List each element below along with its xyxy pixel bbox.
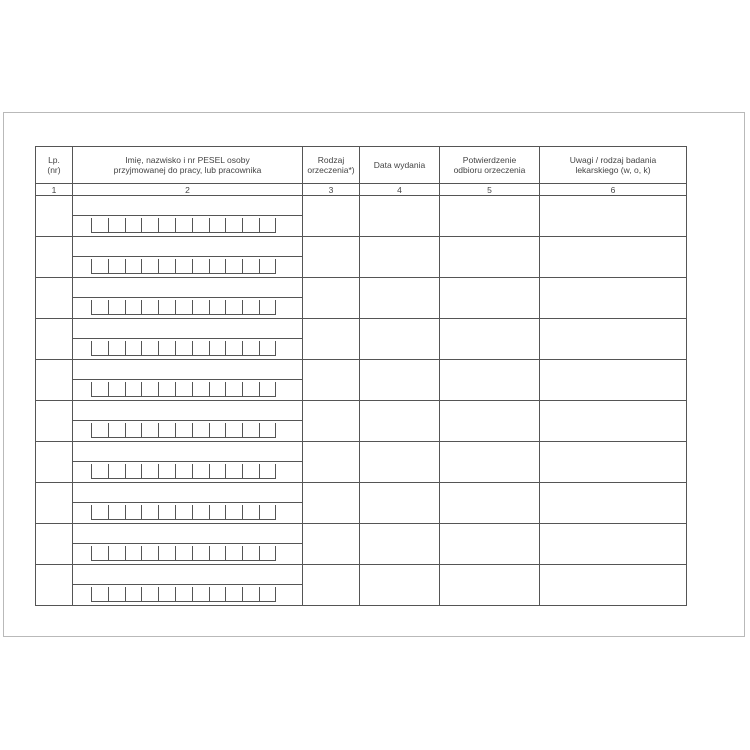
lp-cell[interactable]	[36, 360, 73, 401]
pesel-digit-box[interactable]	[108, 546, 125, 560]
pesel-field[interactable]	[91, 587, 276, 602]
name-pesel-cell[interactable]	[73, 360, 303, 401]
confirm-cell[interactable]	[440, 360, 540, 401]
pesel-digit-box[interactable]	[192, 505, 209, 519]
pesel-digit-box[interactable]	[125, 300, 142, 314]
entry-rows	[36, 196, 687, 606]
pesel-digit-box[interactable]	[108, 464, 125, 478]
pesel-digit-box[interactable]	[125, 259, 142, 273]
register-table	[35, 146, 687, 606]
confirm-cell[interactable]	[440, 237, 540, 278]
pesel-digit-box[interactable]	[242, 382, 259, 396]
pesel-digit-box[interactable]	[242, 587, 259, 601]
notes-cell[interactable]	[540, 278, 687, 319]
name-pesel-cell[interactable]	[73, 319, 303, 360]
notes-cell[interactable]	[540, 319, 687, 360]
name-pesel-cell[interactable]	[73, 565, 303, 606]
table-row	[36, 442, 687, 483]
pesel-area	[73, 585, 302, 605]
pesel-digit-box[interactable]	[192, 218, 209, 232]
date-cell[interactable]	[360, 196, 440, 237]
confirm-cell[interactable]	[440, 196, 540, 237]
pesel-field[interactable]	[91, 546, 276, 561]
header-type	[303, 147, 360, 184]
date-cell[interactable]	[360, 524, 440, 565]
lp-cell[interactable]	[36, 565, 73, 606]
pesel-digit-box[interactable]	[108, 218, 125, 232]
pesel-digit-box[interactable]	[192, 341, 209, 355]
pesel-digit-box[interactable]	[175, 341, 192, 355]
pesel-digit-box[interactable]	[225, 464, 242, 478]
date-cell[interactable]	[360, 360, 440, 401]
pesel-digit-box[interactable]	[242, 259, 259, 273]
pesel-digit-box[interactable]	[108, 587, 125, 601]
pesel-digit-box[interactable]	[259, 423, 276, 437]
pesel-digit-box[interactable]	[141, 546, 158, 560]
column-number-row	[36, 184, 687, 196]
pesel-area	[73, 257, 302, 277]
header-date-text: Data wydania	[373, 160, 426, 170]
lp-cell[interactable]	[36, 319, 73, 360]
pesel-digit-box[interactable]	[259, 546, 276, 560]
pesel-field[interactable]	[91, 423, 276, 438]
pesel-digit-box[interactable]	[108, 341, 125, 355]
pesel-digit-box[interactable]	[108, 505, 125, 519]
pesel-digit-box[interactable]	[192, 423, 209, 437]
lp-cell[interactable]	[36, 401, 73, 442]
name-pesel-cell[interactable]	[73, 196, 303, 237]
header-notes	[540, 147, 687, 184]
pesel-digit-box[interactable]	[209, 382, 226, 396]
pesel-digit-box[interactable]	[175, 505, 192, 519]
table-row	[36, 401, 687, 442]
confirm-cell[interactable]	[440, 401, 540, 442]
type-cell[interactable]	[303, 442, 360, 483]
pesel-digit-box[interactable]	[192, 382, 209, 396]
pesel-digit-box[interactable]	[141, 382, 158, 396]
date-cell[interactable]	[360, 483, 440, 524]
pesel-area	[73, 503, 302, 523]
pesel-area	[73, 339, 302, 359]
pesel-digit-box[interactable]	[91, 587, 108, 601]
lp-cell[interactable]	[36, 278, 73, 319]
pesel-digit-box[interactable]	[91, 218, 108, 232]
name-field[interactable]	[73, 565, 302, 585]
pesel-digit-box[interactable]	[175, 546, 192, 560]
header-name	[73, 147, 303, 184]
table-row	[36, 196, 687, 237]
pesel-digit-box[interactable]	[175, 382, 192, 396]
pesel-digit-box[interactable]	[158, 546, 175, 560]
header-type-text: Rodzaj orzeczenia*)	[307, 155, 355, 175]
pesel-digit-box[interactable]	[225, 587, 242, 601]
pesel-digit-box[interactable]	[158, 587, 175, 601]
column-number: 2	[73, 184, 303, 196]
pesel-digit-box[interactable]	[125, 587, 142, 601]
type-cell[interactable]	[303, 483, 360, 524]
pesel-digit-box[interactable]	[259, 505, 276, 519]
name-field[interactable]	[73, 360, 302, 380]
pesel-digit-box[interactable]	[91, 464, 108, 478]
pesel-digit-box[interactable]	[259, 259, 276, 273]
pesel-digit-box[interactable]	[91, 423, 108, 437]
pesel-digit-box[interactable]	[125, 505, 142, 519]
pesel-digit-box[interactable]	[91, 300, 108, 314]
name-pesel-cell[interactable]	[73, 237, 303, 278]
column-number: 3	[303, 184, 360, 196]
pesel-digit-box[interactable]	[91, 382, 108, 396]
date-cell[interactable]	[360, 237, 440, 278]
pesel-digit-box[interactable]	[225, 423, 242, 437]
pesel-digit-box[interactable]	[125, 464, 142, 478]
pesel-digit-box[interactable]	[91, 505, 108, 519]
date-cell[interactable]	[360, 319, 440, 360]
pesel-digit-box[interactable]	[108, 423, 125, 437]
pesel-digit-box[interactable]	[259, 218, 276, 232]
pesel-field[interactable]	[91, 505, 276, 520]
pesel-digit-box[interactable]	[209, 546, 226, 560]
name-pesel-cell[interactable]	[73, 278, 303, 319]
name-field[interactable]	[73, 401, 302, 421]
pesel-digit-box[interactable]	[158, 341, 175, 355]
pesel-digit-box[interactable]	[141, 341, 158, 355]
notes-cell[interactable]	[540, 237, 687, 278]
pesel-digit-box[interactable]	[242, 300, 259, 314]
pesel-field[interactable]	[91, 382, 276, 397]
pesel-digit-box[interactable]	[225, 259, 242, 273]
header-confirm-text: Potwierdzenie odbioru orzeczenia	[453, 155, 526, 175]
date-cell[interactable]	[360, 278, 440, 319]
column-number: 6	[540, 184, 687, 196]
pesel-digit-box[interactable]	[108, 300, 125, 314]
pesel-digit-box[interactable]	[91, 341, 108, 355]
pesel-field[interactable]	[91, 259, 276, 274]
notes-cell[interactable]	[540, 483, 687, 524]
pesel-digit-box[interactable]	[91, 259, 108, 273]
pesel-digit-box[interactable]	[141, 505, 158, 519]
type-cell[interactable]	[303, 319, 360, 360]
header-notes-text: Uwagi / rodzaj badania lekarskiego (w, o, k)	[569, 155, 657, 175]
pesel-digit-box[interactable]	[125, 546, 142, 560]
name-pesel-cell[interactable]	[73, 524, 303, 565]
confirm-cell[interactable]	[440, 524, 540, 565]
pesel-area	[73, 380, 302, 400]
pesel-digit-box[interactable]	[91, 546, 108, 560]
pesel-digit-box[interactable]	[141, 587, 158, 601]
header-date	[360, 147, 440, 184]
pesel-digit-box[interactable]	[192, 300, 209, 314]
confirm-cell[interactable]	[440, 278, 540, 319]
pesel-digit-box[interactable]	[209, 505, 226, 519]
pesel-field[interactable]	[91, 464, 276, 479]
type-cell[interactable]	[303, 237, 360, 278]
table-row	[36, 319, 687, 360]
pesel-area	[73, 298, 302, 318]
table-row	[36, 524, 687, 565]
pesel-digit-box[interactable]	[158, 218, 175, 232]
lp-cell[interactable]	[36, 196, 73, 237]
name-pesel-cell[interactable]	[73, 442, 303, 483]
pesel-digit-box[interactable]	[192, 587, 209, 601]
pesel-digit-box[interactable]	[242, 218, 259, 232]
confirm-cell[interactable]	[440, 565, 540, 606]
pesel-digit-box[interactable]	[209, 341, 226, 355]
lp-cell[interactable]	[36, 237, 73, 278]
pesel-digit-box[interactable]	[108, 259, 125, 273]
pesel-digit-box[interactable]	[175, 423, 192, 437]
pesel-digit-box[interactable]	[158, 505, 175, 519]
notes-cell[interactable]	[540, 196, 687, 237]
pesel-digit-box[interactable]	[242, 341, 259, 355]
table-row	[36, 278, 687, 319]
confirm-cell[interactable]	[440, 319, 540, 360]
date-cell[interactable]	[360, 401, 440, 442]
type-cell[interactable]	[303, 196, 360, 237]
pesel-digit-box[interactable]	[125, 218, 142, 232]
header-lp-text: Lp. (nr)	[47, 155, 61, 175]
date-cell[interactable]	[360, 442, 440, 483]
pesel-area	[73, 462, 302, 482]
pesel-digit-box[interactable]	[175, 300, 192, 314]
type-cell[interactable]	[303, 524, 360, 565]
lp-cell[interactable]	[36, 483, 73, 524]
name-pesel-cell[interactable]	[73, 401, 303, 442]
pesel-field[interactable]	[91, 218, 276, 233]
lp-cell[interactable]	[36, 524, 73, 565]
pesel-digit-box[interactable]	[158, 300, 175, 314]
pesel-digit-box[interactable]	[158, 259, 175, 273]
name-pesel-cell[interactable]	[73, 483, 303, 524]
pesel-digit-box[interactable]	[175, 464, 192, 478]
name-field[interactable]	[73, 483, 302, 503]
pesel-area	[73, 216, 302, 236]
header-confirm	[440, 147, 540, 184]
pesel-digit-box[interactable]	[225, 300, 242, 314]
pesel-digit-box[interactable]	[225, 341, 242, 355]
pesel-digit-box[interactable]	[141, 423, 158, 437]
pesel-digit-box[interactable]	[158, 423, 175, 437]
column-number: 1	[36, 184, 73, 196]
pesel-digit-box[interactable]	[158, 382, 175, 396]
name-field[interactable]	[73, 237, 302, 257]
column-number: 5	[440, 184, 540, 196]
notes-cell[interactable]	[540, 565, 687, 606]
notes-cell[interactable]	[540, 442, 687, 483]
pesel-digit-box[interactable]	[225, 218, 242, 232]
pesel-digit-box[interactable]	[209, 259, 226, 273]
pesel-field[interactable]	[91, 341, 276, 356]
type-cell[interactable]	[303, 401, 360, 442]
pesel-digit-box[interactable]	[175, 587, 192, 601]
pesel-digit-box[interactable]	[259, 382, 276, 396]
pesel-digit-box[interactable]	[141, 259, 158, 273]
pesel-digit-box[interactable]	[259, 300, 276, 314]
pesel-digit-box[interactable]	[209, 587, 226, 601]
pesel-digit-box[interactable]	[242, 464, 259, 478]
confirm-cell[interactable]	[440, 442, 540, 483]
pesel-digit-box[interactable]	[158, 464, 175, 478]
pesel-digit-box[interactable]	[242, 505, 259, 519]
notes-cell[interactable]	[540, 360, 687, 401]
table-row	[36, 565, 687, 606]
notes-cell[interactable]	[540, 524, 687, 565]
pesel-digit-box[interactable]	[192, 259, 209, 273]
table-row	[36, 483, 687, 524]
name-field[interactable]	[73, 442, 302, 462]
pesel-digit-box[interactable]	[259, 464, 276, 478]
pesel-digit-box[interactable]	[125, 341, 142, 355]
pesel-digit-box[interactable]	[175, 218, 192, 232]
pesel-digit-box[interactable]	[259, 341, 276, 355]
pesel-digit-box[interactable]	[209, 464, 226, 478]
pesel-digit-box[interactable]	[175, 259, 192, 273]
type-cell[interactable]	[303, 565, 360, 606]
pesel-digit-box[interactable]	[192, 464, 209, 478]
header-lp	[36, 147, 73, 184]
pesel-digit-box[interactable]	[141, 218, 158, 232]
pesel-area	[73, 421, 302, 441]
name-field[interactable]	[73, 319, 302, 339]
pesel-digit-box[interactable]	[259, 587, 276, 601]
pesel-digit-box[interactable]	[242, 423, 259, 437]
notes-cell[interactable]	[540, 401, 687, 442]
column-number: 4	[360, 184, 440, 196]
pesel-digit-box[interactable]	[141, 464, 158, 478]
pesel-digit-box[interactable]	[192, 546, 209, 560]
type-cell[interactable]	[303, 360, 360, 401]
date-cell[interactable]	[360, 565, 440, 606]
pesel-area	[73, 544, 302, 564]
pesel-digit-box[interactable]	[209, 300, 226, 314]
type-cell[interactable]	[303, 278, 360, 319]
lp-cell[interactable]	[36, 442, 73, 483]
confirm-cell[interactable]	[440, 483, 540, 524]
table-row	[36, 237, 687, 278]
pesel-digit-box[interactable]	[225, 382, 242, 396]
pesel-field[interactable]	[91, 300, 276, 315]
pesel-digit-box[interactable]	[225, 505, 242, 519]
pesel-digit-box[interactable]	[209, 423, 226, 437]
pesel-digit-box[interactable]	[242, 546, 259, 560]
header-name-text: Imię, nazwisko i nr PESEL osoby przyjmowanej do pracy, lub pracownika	[113, 155, 262, 175]
name-field[interactable]	[73, 196, 302, 216]
header-row	[36, 147, 687, 184]
pesel-digit-box[interactable]	[225, 546, 242, 560]
pesel-digit-box[interactable]	[209, 218, 226, 232]
pesel-digit-box[interactable]	[125, 382, 142, 396]
name-field[interactable]	[73, 278, 302, 298]
pesel-digit-box[interactable]	[108, 382, 125, 396]
table-row	[36, 360, 687, 401]
name-field[interactable]	[73, 524, 302, 544]
pesel-digit-box[interactable]	[141, 300, 158, 314]
pesel-digit-box[interactable]	[125, 423, 142, 437]
